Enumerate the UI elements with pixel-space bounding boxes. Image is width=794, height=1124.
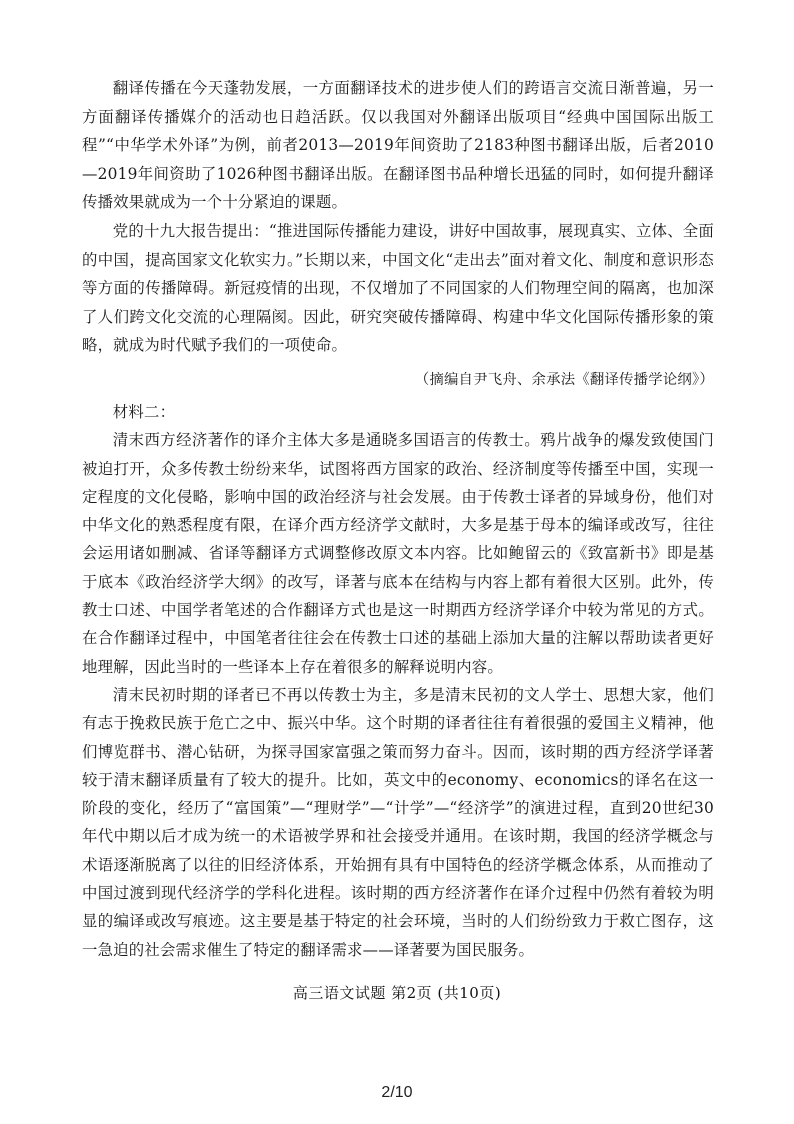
material-one xyxy=(82,74,714,392)
material2-paragraph-2: 清末民初时期的译者已不再以传教士为主，多是清末民初的文人学士、思想大家，他们有志于挽救民族于危亡之中、振兴中华。这个时期的译者往往有着很强的爱国主义精神，他们博览群书、潜心钻研，为探寻国家富强之策而努力奋斗。因而，该时期的西方经济学译著较于清末翻译质量有了较大的提升。比如，英文中的economy、economics的译名在这一阶段的变化，经历了“富国策”—“理财学”—“计学”—“经济学”的演进过程，直到20世纪30年代中期以后才成为统一的术语被学界和社会接受并通用。在该时期，我国的经济学概念与术语逐渐脱离了以往的旧经济体系，开始拥有具有中国特色的经济学概念体系，从而推动了中国过渡到现代经济学的学科化进程。该时期的西方经济著作在译介过程中仍然有着较为明显的编译或改写痕迹。这主要是基于特定的社会环境，当时的人们纷纷致力于救亡图存，这一急迫的社会需求催生了特定的翻译需求——译著要为国民服务。 xyxy=(82,685,714,959)
page-footer: 高三语文试题 第2页 (共10页) xyxy=(292,984,502,1002)
material1-source-citation: （摘编自尹飞舟、余承法《翻译传播学论纲》） xyxy=(414,371,714,388)
material2-label: 材料二： xyxy=(112,402,176,421)
material2-paragraph-1: 清末西方经济著作的译介主体大多是通晓多国语言的传教士。鸦片战争的爆发致使国门被迫打开，众多传教士纷纷来华，试图将西方国家的政治、经济制度等传播至中国，实现一定程度的文化侵略，影响中国的政治经济与社会发展。由于传教士译者的异域身份，他们对中华文化的熟悉程度有限，在译介西方经济学文献时，大多是基于母本的编译或改写，往往会运用诸如删减、省译等翻译方式调整修改原文本内容。比如鲍留云的《致富新书》即是基于底本《政治经济学大纲》的改写，译著与底本在结构与内容上都有着很大区别。此外，传教士口述、中国学者笔述的合作翻译方式也是这一时期西方经济学译介中较为常见的方式。在合作翻译过程中，中国笔者往往会在传教士口述的基础上添加大量的注解以帮助读者更好地理解，因此当时的一些译本上存在着很多的解释说明内容。 xyxy=(82,431,714,676)
page-counter: 2/10 xyxy=(381,1084,413,1101)
material1-paragraph-2: 党的十九大报告提出：“推进国际传播能力建设，讲好中国故事，展现真实、立体、全面的中国，提高国家文化软实力。”长期以来，中国文化“走出去”面对着文化、制度和意识形态等方面的传播障碍。新冠疫情的出现，不仅增加了不同国家的人们物理空间的隔离，也加深了人们跨文化交流的心理隔阂。因此，研究突破传播障碍、构建中华文化国际传播形象的策略，就成为时代赋予我们的一项使命。 xyxy=(82,221,714,355)
material-two xyxy=(82,398,714,964)
material1-paragraph-1: 翻译传播在今天蓬勃发展，一方面翻译技术的进步使人们的跨语言交流日渐普遍，另一方面翻译传播媒介的活动也日趋活跃。仅以我国对外翻译出版项目“经典中国国际出版工程”“中华学术外译”为例，前者2013—2019年间资助了2183种图书翻译出版，后者2010—2019年间资助了1026种图书翻译出版。在翻译图书品种增长迅猛的同时，如何提升翻译传播效果就成为一个十分紧迫的课题。 xyxy=(82,79,714,212)
exam-page-body xyxy=(82,74,714,964)
